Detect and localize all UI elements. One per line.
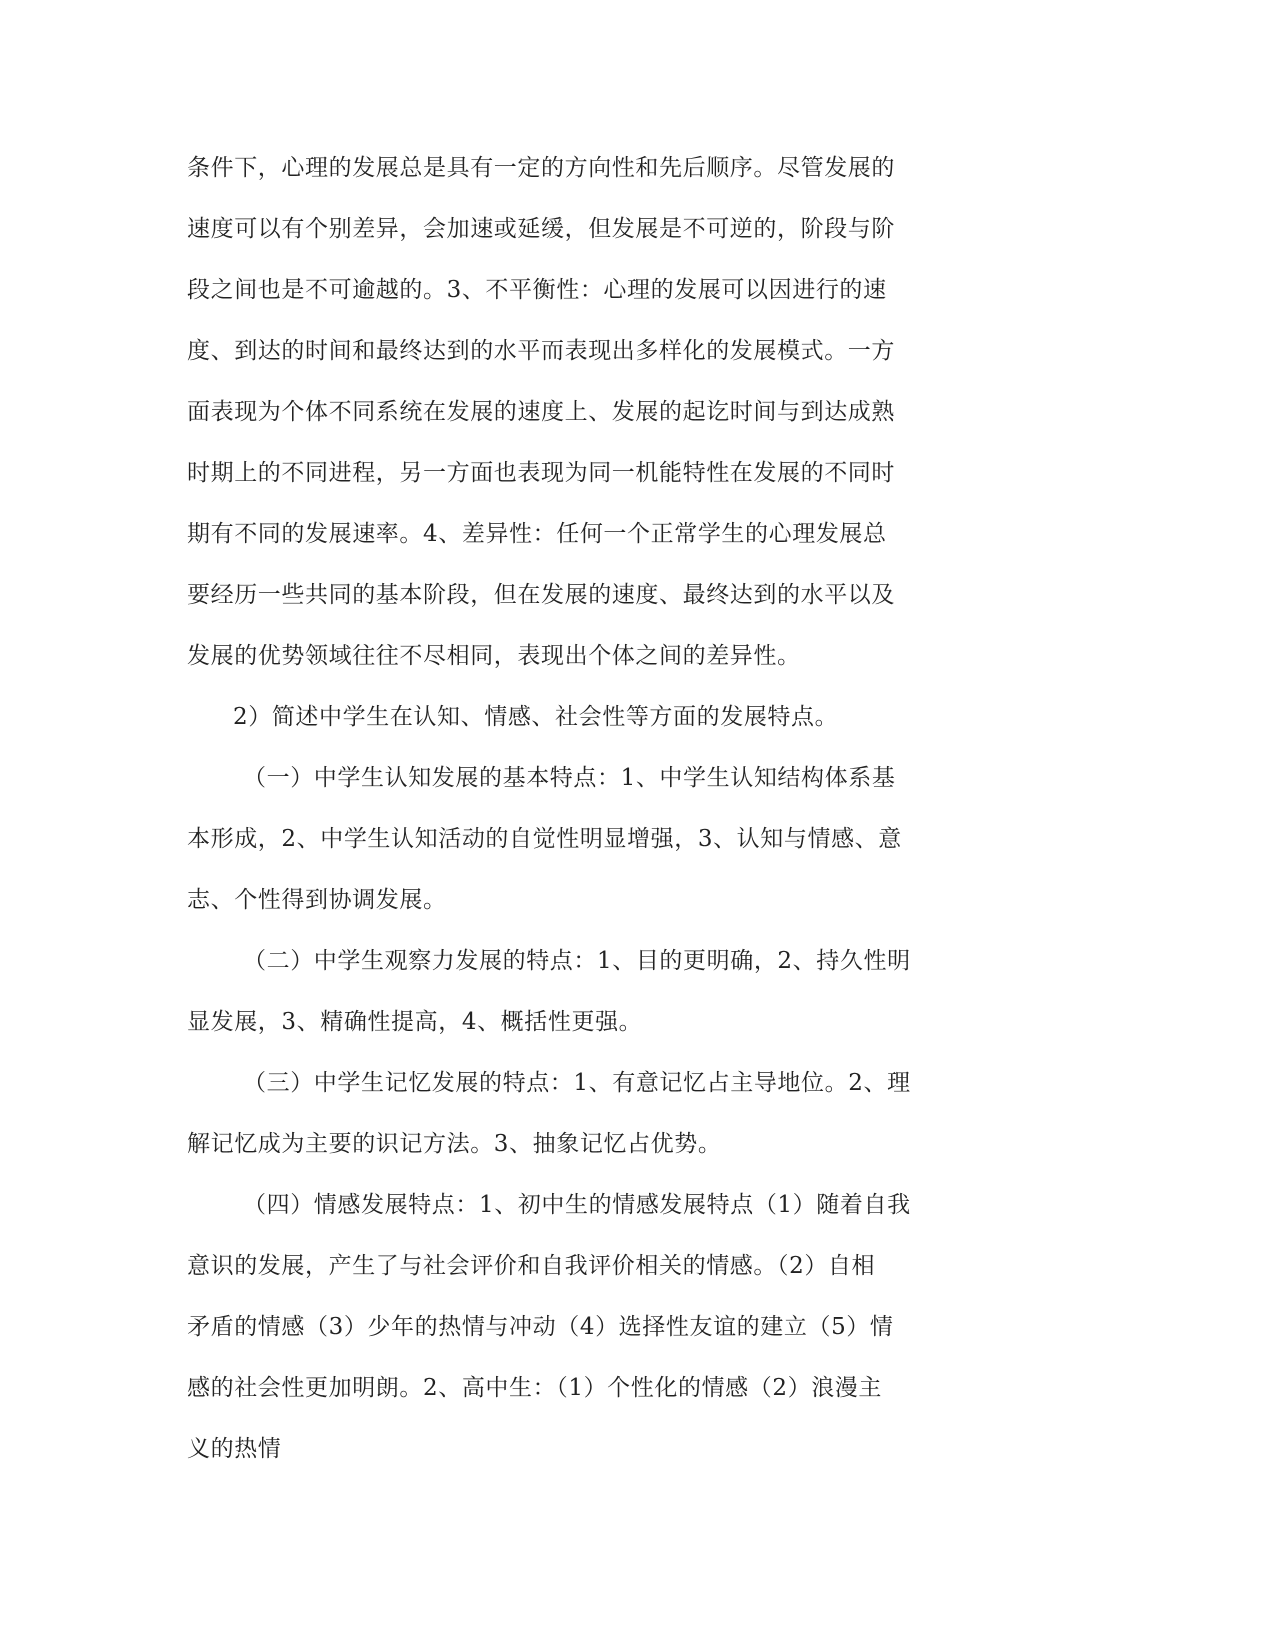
text-line: 要经历一些共同的基本阶段，但在发展的速度、最终达到的水平以及	[187, 582, 895, 608]
text-line: 显发展，3、精确性提高，4、概括性更强。	[187, 1009, 643, 1035]
text-line: 矛盾的情感（3）少年的热情与冲动（4）选择性友谊的建立（5）情	[187, 1314, 894, 1340]
text-line: 发展的优势领域往往不尽相同，表现出个体之间的差异性。	[187, 643, 801, 669]
body-text	[187, 138, 932, 1480]
text-line: 速度可以有个别差异，会加速或延缓，但发展是不可逆的，阶段与阶	[187, 216, 895, 242]
text-line: 义的热情	[187, 1436, 282, 1462]
section-heading-1: （一）中学生认知发展的基本特点：1、中学生认知结构体系基	[243, 765, 896, 791]
text-line: 志、个性得到协调发展。	[187, 887, 447, 913]
question-heading: 2）简述中学生在认知、情感、社会性等方面的发展特点。	[233, 704, 839, 730]
text-line: 度、到达的时间和最终达到的水平而表现出多样化的发展模式。一方	[187, 338, 895, 364]
text-line: 本形成，2、中学生认知活动的自觉性明显增强，3、认知与情感、意	[187, 826, 902, 852]
text-line: 感的社会性更加明朗。2、高中生：（1）个性化的情感（2）浪漫主	[187, 1375, 882, 1401]
text-line: 条件下，心理的发展总是具有一定的方向性和先后顺序。尽管发展的	[187, 155, 895, 181]
section-heading-2: （二）中学生观察力发展的特点：1、目的更明确，2、持久性明	[243, 948, 911, 974]
section-heading-4: （四）情感发展特点：1、初中生的情感发展特点（1）随着自我	[243, 1192, 911, 1218]
text-line: 段之间也是不可逾越的。3、不平衡性：心理的发展可以因进行的速	[187, 277, 887, 303]
text-line: 面表现为个体不同系统在发展的速度上、发展的起讫时间与到达成熟	[187, 399, 895, 425]
text-line: 时期上的不同进程，另一方面也表现为同一机能特性在发展的不同时	[187, 460, 895, 486]
text-line: 意识的发展，产生了与社会评价和自我评价相关的情感。（2）自相	[187, 1253, 876, 1279]
text-line: 解记忆成为主要的识记方法。3、抽象记忆占优势。	[187, 1131, 722, 1157]
section-heading-3: （三）中学生记忆发展的特点：1、有意记忆占主导地位。2、理	[243, 1070, 911, 1096]
text-line: 期有不同的发展速率。4、差异性：任何一个正常学生的心理发展总	[187, 521, 887, 547]
